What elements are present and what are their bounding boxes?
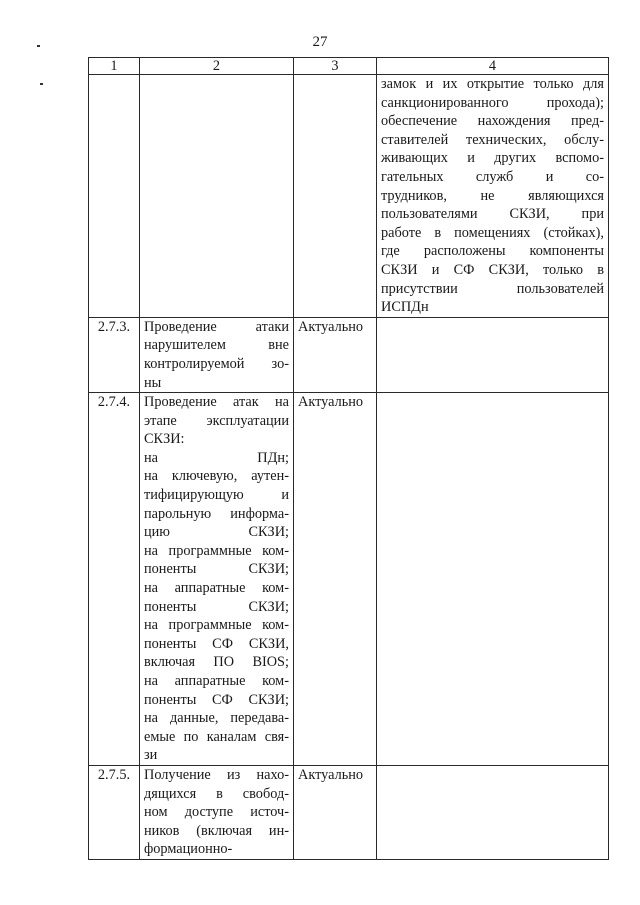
row-number: 2.7.3. bbox=[89, 317, 140, 392]
text-line: включая ПО BIOS; bbox=[144, 654, 289, 671]
relevance-status bbox=[294, 75, 377, 318]
table-header-row bbox=[89, 58, 609, 75]
protection-measures bbox=[377, 75, 609, 318]
text-line: живающих и других вспомо- bbox=[381, 150, 604, 167]
text-line: парольную информа- bbox=[144, 505, 289, 522]
threat-description bbox=[140, 75, 294, 318]
text-line: на ПДн; bbox=[144, 449, 289, 466]
text-line: где расположены компоненты bbox=[381, 243, 604, 260]
document-table bbox=[88, 57, 609, 860]
text-line: поненты СКЗИ; bbox=[144, 598, 289, 615]
text-line: зи bbox=[144, 747, 158, 764]
relevance-status: Актуально bbox=[294, 393, 377, 766]
table-row bbox=[89, 765, 609, 859]
text-line: ном доступе источ- bbox=[144, 804, 289, 821]
text-line: цию СКЗИ; bbox=[144, 524, 289, 541]
text-line: формационно- bbox=[144, 841, 233, 858]
text-line: емые по каналам свя- bbox=[144, 728, 289, 745]
text-line: на данные, передава- bbox=[144, 710, 289, 727]
text-line: пользователями СКЗИ, при bbox=[381, 206, 604, 223]
table-row bbox=[89, 75, 609, 318]
page-number: 27 bbox=[312, 34, 328, 50]
table-row bbox=[89, 317, 609, 392]
text-line: трудников, не являющихся bbox=[381, 187, 604, 204]
text-line: поненты СКЗИ; bbox=[144, 561, 289, 578]
table-row bbox=[89, 393, 609, 766]
column-header: 3 bbox=[294, 58, 377, 75]
text-line: этапе эксплуатации bbox=[144, 412, 289, 429]
text-line: Получение из нахо- bbox=[144, 766, 289, 783]
text-line: СКЗИ и СФ СКЗИ, только в bbox=[381, 261, 604, 278]
margin-mark bbox=[40, 83, 43, 85]
text-line: обеспечение нахождения пред- bbox=[381, 113, 604, 130]
protection-measures bbox=[377, 393, 609, 766]
margin-mark bbox=[37, 45, 40, 47]
text-line: поненты СФ СКЗИ; bbox=[144, 691, 289, 708]
text-line: дящихся в свобод- bbox=[144, 785, 289, 802]
relevance-status: Актуально bbox=[294, 765, 377, 859]
threat-description bbox=[140, 393, 294, 766]
threat-description bbox=[140, 765, 294, 859]
row-number: 2.7.4. bbox=[89, 393, 140, 766]
text-line: замок и их открытие только для bbox=[381, 76, 604, 92]
protection-measures bbox=[377, 765, 609, 859]
row-number bbox=[89, 75, 140, 318]
text-line: на аппаратные ком- bbox=[144, 673, 289, 689]
text-line: Проведение атак на bbox=[144, 394, 289, 411]
relevance-status: Актуально bbox=[294, 317, 377, 392]
text-line: ников (включая ин- bbox=[144, 822, 289, 839]
text-line: гательных служб и со- bbox=[381, 168, 604, 185]
text-line: на программные ком- bbox=[144, 617, 289, 634]
row-number: 2.7.5. bbox=[89, 765, 140, 859]
text-line: поненты СФ СКЗИ, bbox=[144, 635, 289, 652]
text-line: на программные ком- bbox=[144, 542, 289, 559]
text-line: тифицирующую и bbox=[144, 487, 289, 504]
text-line: контролируемой зо- bbox=[144, 355, 289, 372]
text-line: СКЗИ: bbox=[144, 431, 185, 448]
protection-measures bbox=[377, 317, 609, 392]
text-line: ны bbox=[144, 374, 162, 391]
text-line: Проведение атаки bbox=[144, 318, 289, 335]
text-line: санкционированного прохода); bbox=[381, 94, 604, 111]
column-header: 2 bbox=[140, 58, 294, 75]
text-line: ставителей технических, обслу- bbox=[381, 131, 604, 148]
column-header: 1 bbox=[89, 58, 140, 75]
text-line: присутствии пользователей bbox=[381, 280, 604, 297]
column-header: 4 bbox=[377, 58, 609, 75]
text-line: на аппаратные ком- bbox=[144, 580, 289, 597]
threat-description bbox=[140, 317, 294, 392]
text-line: нарушителем вне bbox=[144, 337, 289, 354]
text-line: ИСПДн bbox=[381, 299, 429, 316]
text-line: работе в помещениях (стойках), bbox=[381, 224, 604, 241]
text-line: на ключевую, аутен- bbox=[144, 468, 289, 485]
